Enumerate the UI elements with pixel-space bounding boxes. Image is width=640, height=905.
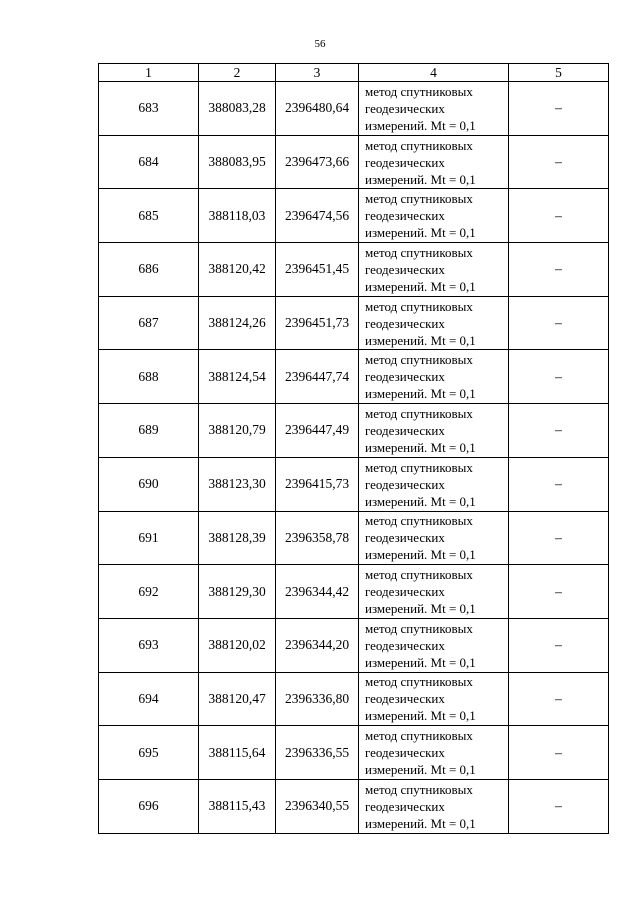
point-number-cell: 686	[99, 243, 199, 297]
point-number-cell: 695	[99, 726, 199, 780]
method-cell: метод спутниковых геодезических измерений. Mt = 0,1	[359, 243, 509, 297]
table-row	[99, 135, 609, 189]
x-coordinate-cell: 388115,64	[199, 726, 276, 780]
note-cell: –	[509, 135, 609, 189]
table-row	[99, 779, 609, 833]
y-coordinate-cell: 2396358,78	[276, 511, 359, 565]
point-number-cell: 687	[99, 296, 199, 350]
note-cell: –	[509, 672, 609, 726]
method-cell: метод спутниковых геодезических измерений. Mt = 0,1	[359, 296, 509, 350]
point-number-cell: 683	[99, 82, 199, 136]
x-coordinate-cell: 388115,43	[199, 779, 276, 833]
y-coordinate-cell: 2396344,20	[276, 618, 359, 672]
table-row	[99, 82, 609, 136]
table-row	[99, 618, 609, 672]
table-row	[99, 404, 609, 458]
point-number-cell: 691	[99, 511, 199, 565]
y-coordinate-cell: 2396336,80	[276, 672, 359, 726]
header-row	[99, 64, 609, 82]
header-cell: 4	[359, 64, 509, 82]
table-row	[99, 565, 609, 619]
table-header	[99, 64, 609, 82]
method-cell: метод спутниковых геодезических измерений. Mt = 0,1	[359, 189, 509, 243]
x-coordinate-cell: 388129,30	[199, 565, 276, 619]
table-row	[99, 457, 609, 511]
method-cell: метод спутниковых геодезических измерений. Mt = 0,1	[359, 350, 509, 404]
note-cell: –	[509, 726, 609, 780]
y-coordinate-cell: 2396336,55	[276, 726, 359, 780]
point-number-cell: 685	[99, 189, 199, 243]
table-row	[99, 726, 609, 780]
note-cell: –	[509, 457, 609, 511]
y-coordinate-cell: 2396480,64	[276, 82, 359, 136]
method-cell: метод спутниковых геодезических измерений. Mt = 0,1	[359, 565, 509, 619]
point-number-cell: 693	[99, 618, 199, 672]
point-number-cell: 694	[99, 672, 199, 726]
y-coordinate-cell: 2396340,55	[276, 779, 359, 833]
y-coordinate-cell: 2396447,49	[276, 404, 359, 458]
x-coordinate-cell: 388124,54	[199, 350, 276, 404]
point-number-cell: 684	[99, 135, 199, 189]
point-number-cell: 688	[99, 350, 199, 404]
table-row	[99, 189, 609, 243]
x-coordinate-cell: 388118,03	[199, 189, 276, 243]
table-row	[99, 672, 609, 726]
method-cell: метод спутниковых геодезических измерений. Mt = 0,1	[359, 618, 509, 672]
x-coordinate-cell: 388120,42	[199, 243, 276, 297]
table-row	[99, 511, 609, 565]
y-coordinate-cell: 2396451,45	[276, 243, 359, 297]
table-row	[99, 350, 609, 404]
note-cell: –	[509, 243, 609, 297]
method-cell: метод спутниковых геодезических измерений. Mt = 0,1	[359, 82, 509, 136]
x-coordinate-cell: 388124,26	[199, 296, 276, 350]
table-row	[99, 296, 609, 350]
note-cell: –	[509, 189, 609, 243]
header-cell: 1	[99, 64, 199, 82]
header-cell: 3	[276, 64, 359, 82]
note-cell: –	[509, 350, 609, 404]
point-number-cell: 689	[99, 404, 199, 458]
method-cell: метод спутниковых геодезических измерений. Mt = 0,1	[359, 726, 509, 780]
y-coordinate-cell: 2396451,73	[276, 296, 359, 350]
method-cell: метод спутниковых геодезических измерений. Mt = 0,1	[359, 404, 509, 458]
header-cell: 5	[509, 64, 609, 82]
note-cell: –	[509, 82, 609, 136]
y-coordinate-cell: 2396415,73	[276, 457, 359, 511]
x-coordinate-cell: 388120,79	[199, 404, 276, 458]
method-cell: метод спутниковых геодезических измерений. Mt = 0,1	[359, 672, 509, 726]
note-cell: –	[509, 779, 609, 833]
y-coordinate-cell: 2396344,42	[276, 565, 359, 619]
table-body	[99, 82, 609, 834]
note-cell: –	[509, 404, 609, 458]
note-cell: –	[509, 618, 609, 672]
method-cell: метод спутниковых геодезических измерений. Mt = 0,1	[359, 511, 509, 565]
point-number-cell: 692	[99, 565, 199, 619]
method-cell: метод спутниковых геодезических измерений. Mt = 0,1	[359, 457, 509, 511]
y-coordinate-cell: 2396474,56	[276, 189, 359, 243]
page-number: 56	[314, 38, 326, 50]
header-cell: 2	[199, 64, 276, 82]
x-coordinate-cell: 388123,30	[199, 457, 276, 511]
point-number-cell: 690	[99, 457, 199, 511]
method-cell: метод спутниковых геодезических измерений. Mt = 0,1	[359, 779, 509, 833]
note-cell: –	[509, 565, 609, 619]
x-coordinate-cell: 388120,02	[199, 618, 276, 672]
y-coordinate-cell: 2396473,66	[276, 135, 359, 189]
x-coordinate-cell: 388083,95	[199, 135, 276, 189]
x-coordinate-cell: 388128,39	[199, 511, 276, 565]
method-cell: метод спутниковых геодезических измерений. Mt = 0,1	[359, 135, 509, 189]
coordinates-table	[98, 63, 609, 834]
note-cell: –	[509, 511, 609, 565]
x-coordinate-cell: 388083,28	[199, 82, 276, 136]
note-cell: –	[509, 296, 609, 350]
point-number-cell: 696	[99, 779, 199, 833]
y-coordinate-cell: 2396447,74	[276, 350, 359, 404]
x-coordinate-cell: 388120,47	[199, 672, 276, 726]
table-row	[99, 243, 609, 297]
